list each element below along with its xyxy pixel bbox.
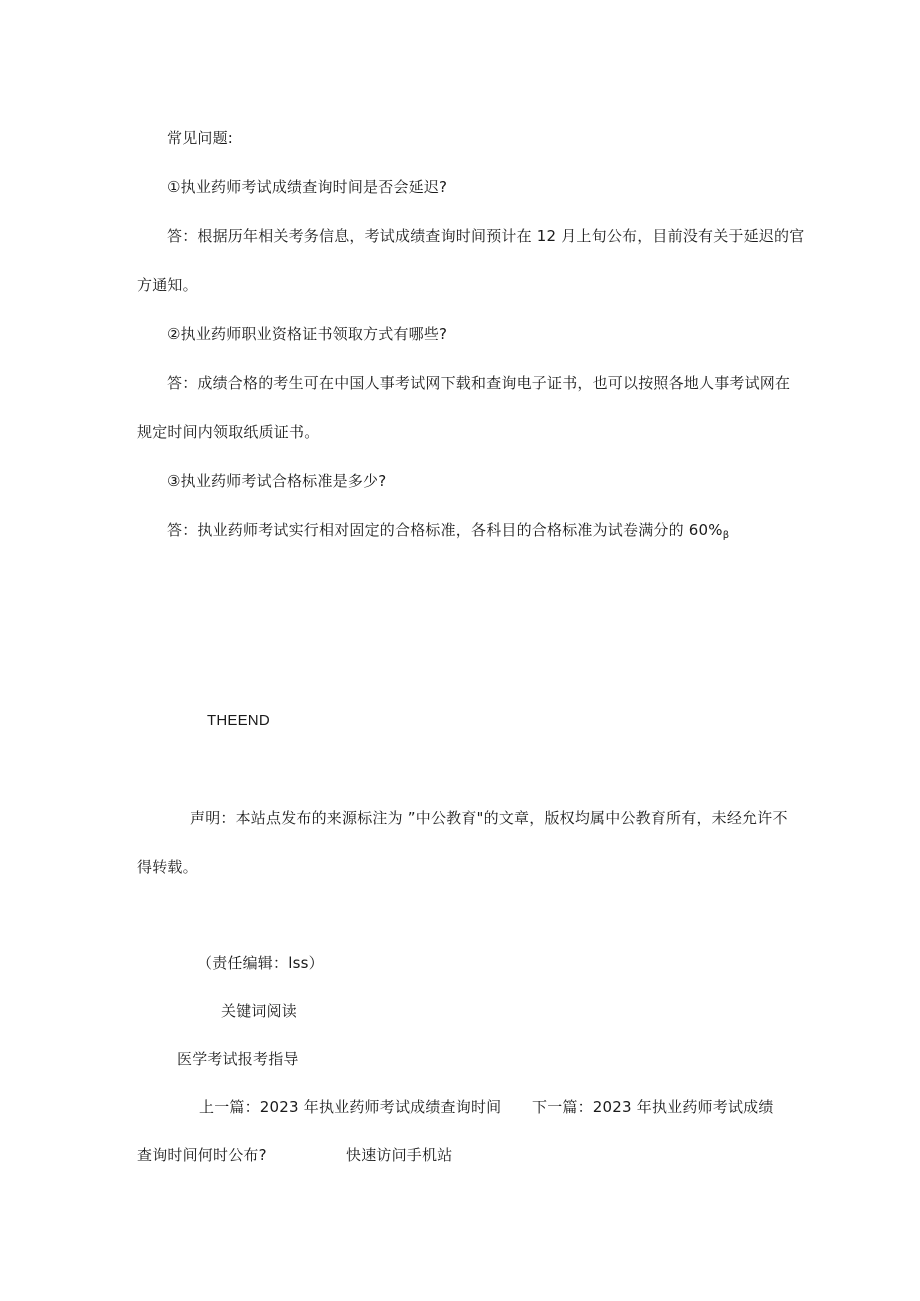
- faq-question-3: ③执业药师考试合格标准是多少?: [167, 472, 387, 490]
- faq-answer-3: [167, 520, 729, 546]
- next-article-link-line2[interactable]: 查询时间何时公布?: [137, 1146, 267, 1164]
- prev-article-link[interactable]: 上一篇：2023 年执业药师考试成绩查询时间: [199, 1098, 502, 1116]
- faq-answer-2-line1: 答：成绩合格的考生可在中国人事考试网下载和查询电子证书，也可以按照各地人事考试网在: [167, 374, 791, 392]
- statement-line1: 声明：本站点发布的来源标注为 ”中公教育"的文章，版权均属中公教育所有，未经允许不: [190, 809, 788, 827]
- next-article-link-line1[interactable]: 下一篇：2023 年执业药师考试成绩: [532, 1098, 774, 1116]
- faq-answer-1-line2: 方通知。: [137, 276, 198, 294]
- faq-answer-3-text: 答：执业药师考试实行相对固定的合格标准，各科目的合格标准为试卷满分的 60%: [167, 521, 723, 539]
- keywords-label: 关键词阅读: [221, 1002, 298, 1020]
- editor-credit: （责任编辑：lss）: [197, 954, 324, 972]
- statement-line2: 得转载。: [137, 858, 198, 876]
- faq-answer-2-line2: 规定时间内领取纸质证书。: [137, 423, 320, 441]
- faq-answer-3-suffix: β: [722, 530, 730, 541]
- faq-question-1: ①执业药师考试成绩查询时间是否会延迟?: [167, 178, 448, 196]
- mobile-site-link[interactable]: 快速访问手机站: [346, 1146, 453, 1164]
- faq-heading: 常见问题:: [167, 129, 234, 147]
- end-mark: THEEND: [207, 712, 270, 729]
- faq-question-2: ②执业药师职业资格证书领取方式有哪些?: [167, 325, 448, 343]
- keyword-link[interactable]: 医学考试报考指导: [177, 1050, 299, 1068]
- faq-answer-1-line1: 答：根据历年相关考务信息，考试成绩查询时间预计在 12 月上旬公布，目前没有关于延迟的官: [167, 227, 805, 245]
